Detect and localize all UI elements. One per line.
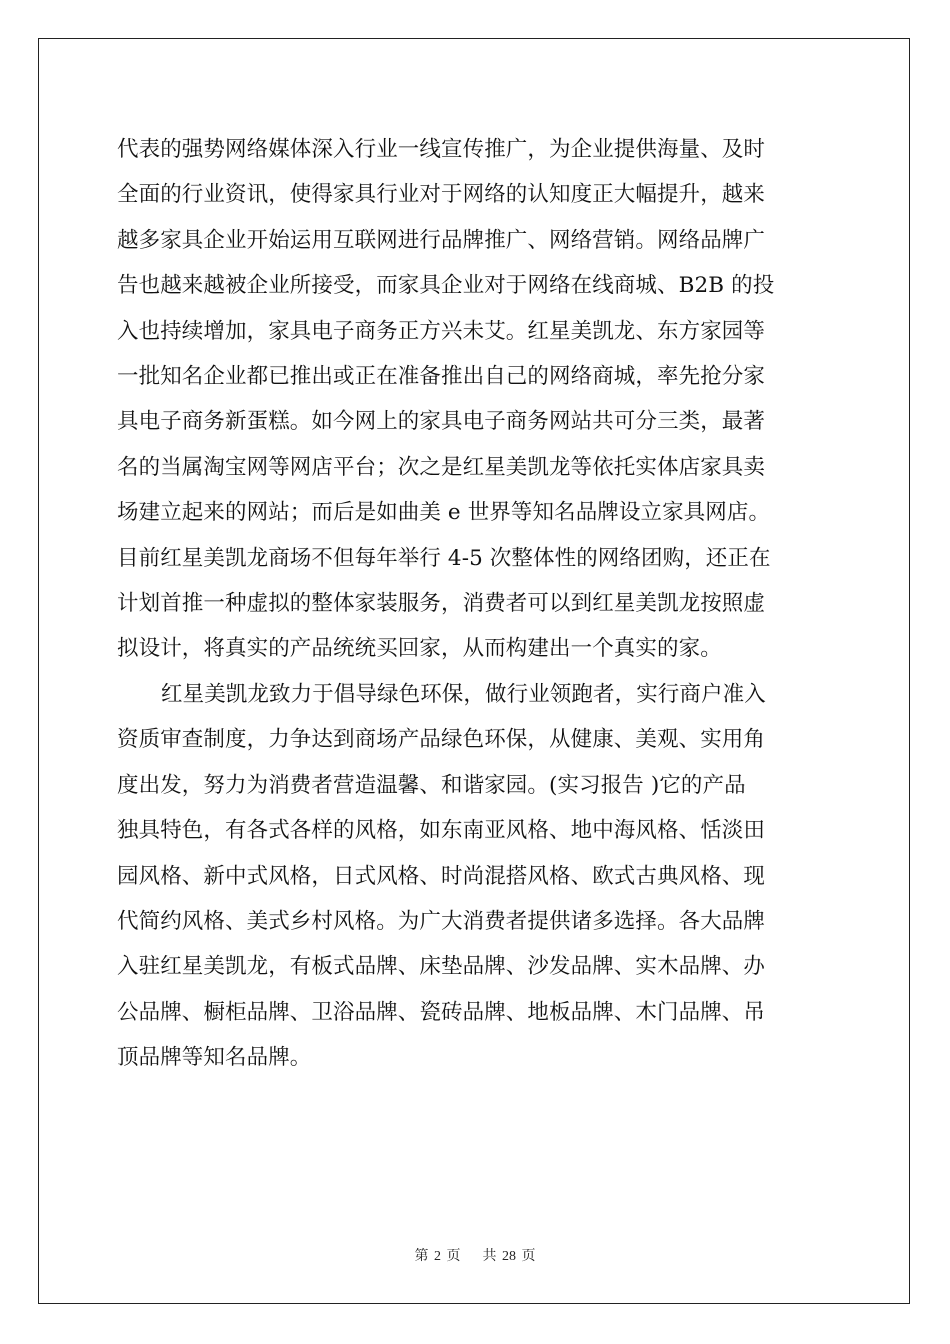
paragraph-line: 代简约风格、美式乡村风格。为广大消费者提供诸多选择。各大品牌 [117, 908, 766, 934]
paragraph-line: 度出发，努力为消费者营造温馨、和谐家园。(实习报告 )它的产品 [117, 772, 746, 798]
paragraph-line: 独具特色，有各式各样的风格，如东南亚风格、地中海风格、恬淡田 [117, 818, 766, 844]
paragraph-line: 代表的强势网络媒体深入行业一线宣传推广，为企业提供海量、及时 [117, 137, 766, 162]
paragraph-line: 目前红星美凯龙商场不但每年举行 4-5 次整体性的网络团购，还正在 [117, 545, 771, 571]
page-total: 共 28 页 [482, 1249, 536, 1264]
paragraph-line: 全面的行业资讯，使得家具行业对于网络的认知度正大幅提升，越来 [117, 182, 766, 208]
paragraph-line: 越多家具企业开始运用互联网进行品牌推广、网络营销。网络品牌广 [117, 227, 766, 253]
page-footer [0, 1245, 950, 1265]
paragraph-line: 计划首推一种虚拟的整体家装服务，消费者可以到红星美凯龙按照虚 [117, 591, 766, 617]
paragraph-line: 公品牌、橱柜品牌、卫浴品牌、瓷砖品牌、地板品牌、木门品牌、吊 [117, 999, 766, 1025]
paragraph-line: 资质审查制度，力争达到商场产品绿色环保，从健康、美观、实用角 [117, 727, 766, 753]
paragraph-line: 具电子商务新蛋糕。如今网上的家具电子商务网站共可分三类，最著 [117, 409, 766, 435]
paragraph-line: 红星美凯龙致力于倡导绿色环保，做行业领跑者，实行商户准入 [161, 681, 766, 707]
paragraph-line: 拟设计，将真实的产品统统买回家，从而构建出一个真实的家。 [117, 636, 722, 662]
paragraph-line: 告也越来越被企业所接受，而家具企业对于网络在线商城、B2B 的投 [117, 273, 775, 299]
paragraph-2 [117, 672, 833, 1081]
paragraph-line: 入也持续增加，家具电子商务正方兴未艾。红星美凯龙、东方家园等 [117, 318, 766, 344]
paragraph-line: 一批知名企业都已推出或正在准备推出自己的网络商城，率先抢分家 [117, 364, 766, 390]
page-number: 第 2 页 [414, 1249, 461, 1264]
paragraph-line: 场建立起来的网站；而后是如曲美 e 世界等知名品牌设立家具网店。 [117, 500, 771, 526]
paragraph-line: 顶品牌等知名品牌。 [117, 1045, 312, 1071]
document-body [117, 127, 833, 1081]
paragraph-1 [117, 127, 833, 672]
paragraph-line: 名的当属淘宝网等网店平台；次之是红星美凯龙等依托实体店家具卖 [117, 454, 766, 480]
paragraph-line: 园风格、新中式风格，日式风格、时尚混搭风格、欧式古典风格、现 [117, 863, 766, 889]
paragraph-line: 入驻红星美凯龙，有板式品牌、床垫品牌、沙发品牌、实木品牌、办 [117, 954, 766, 980]
